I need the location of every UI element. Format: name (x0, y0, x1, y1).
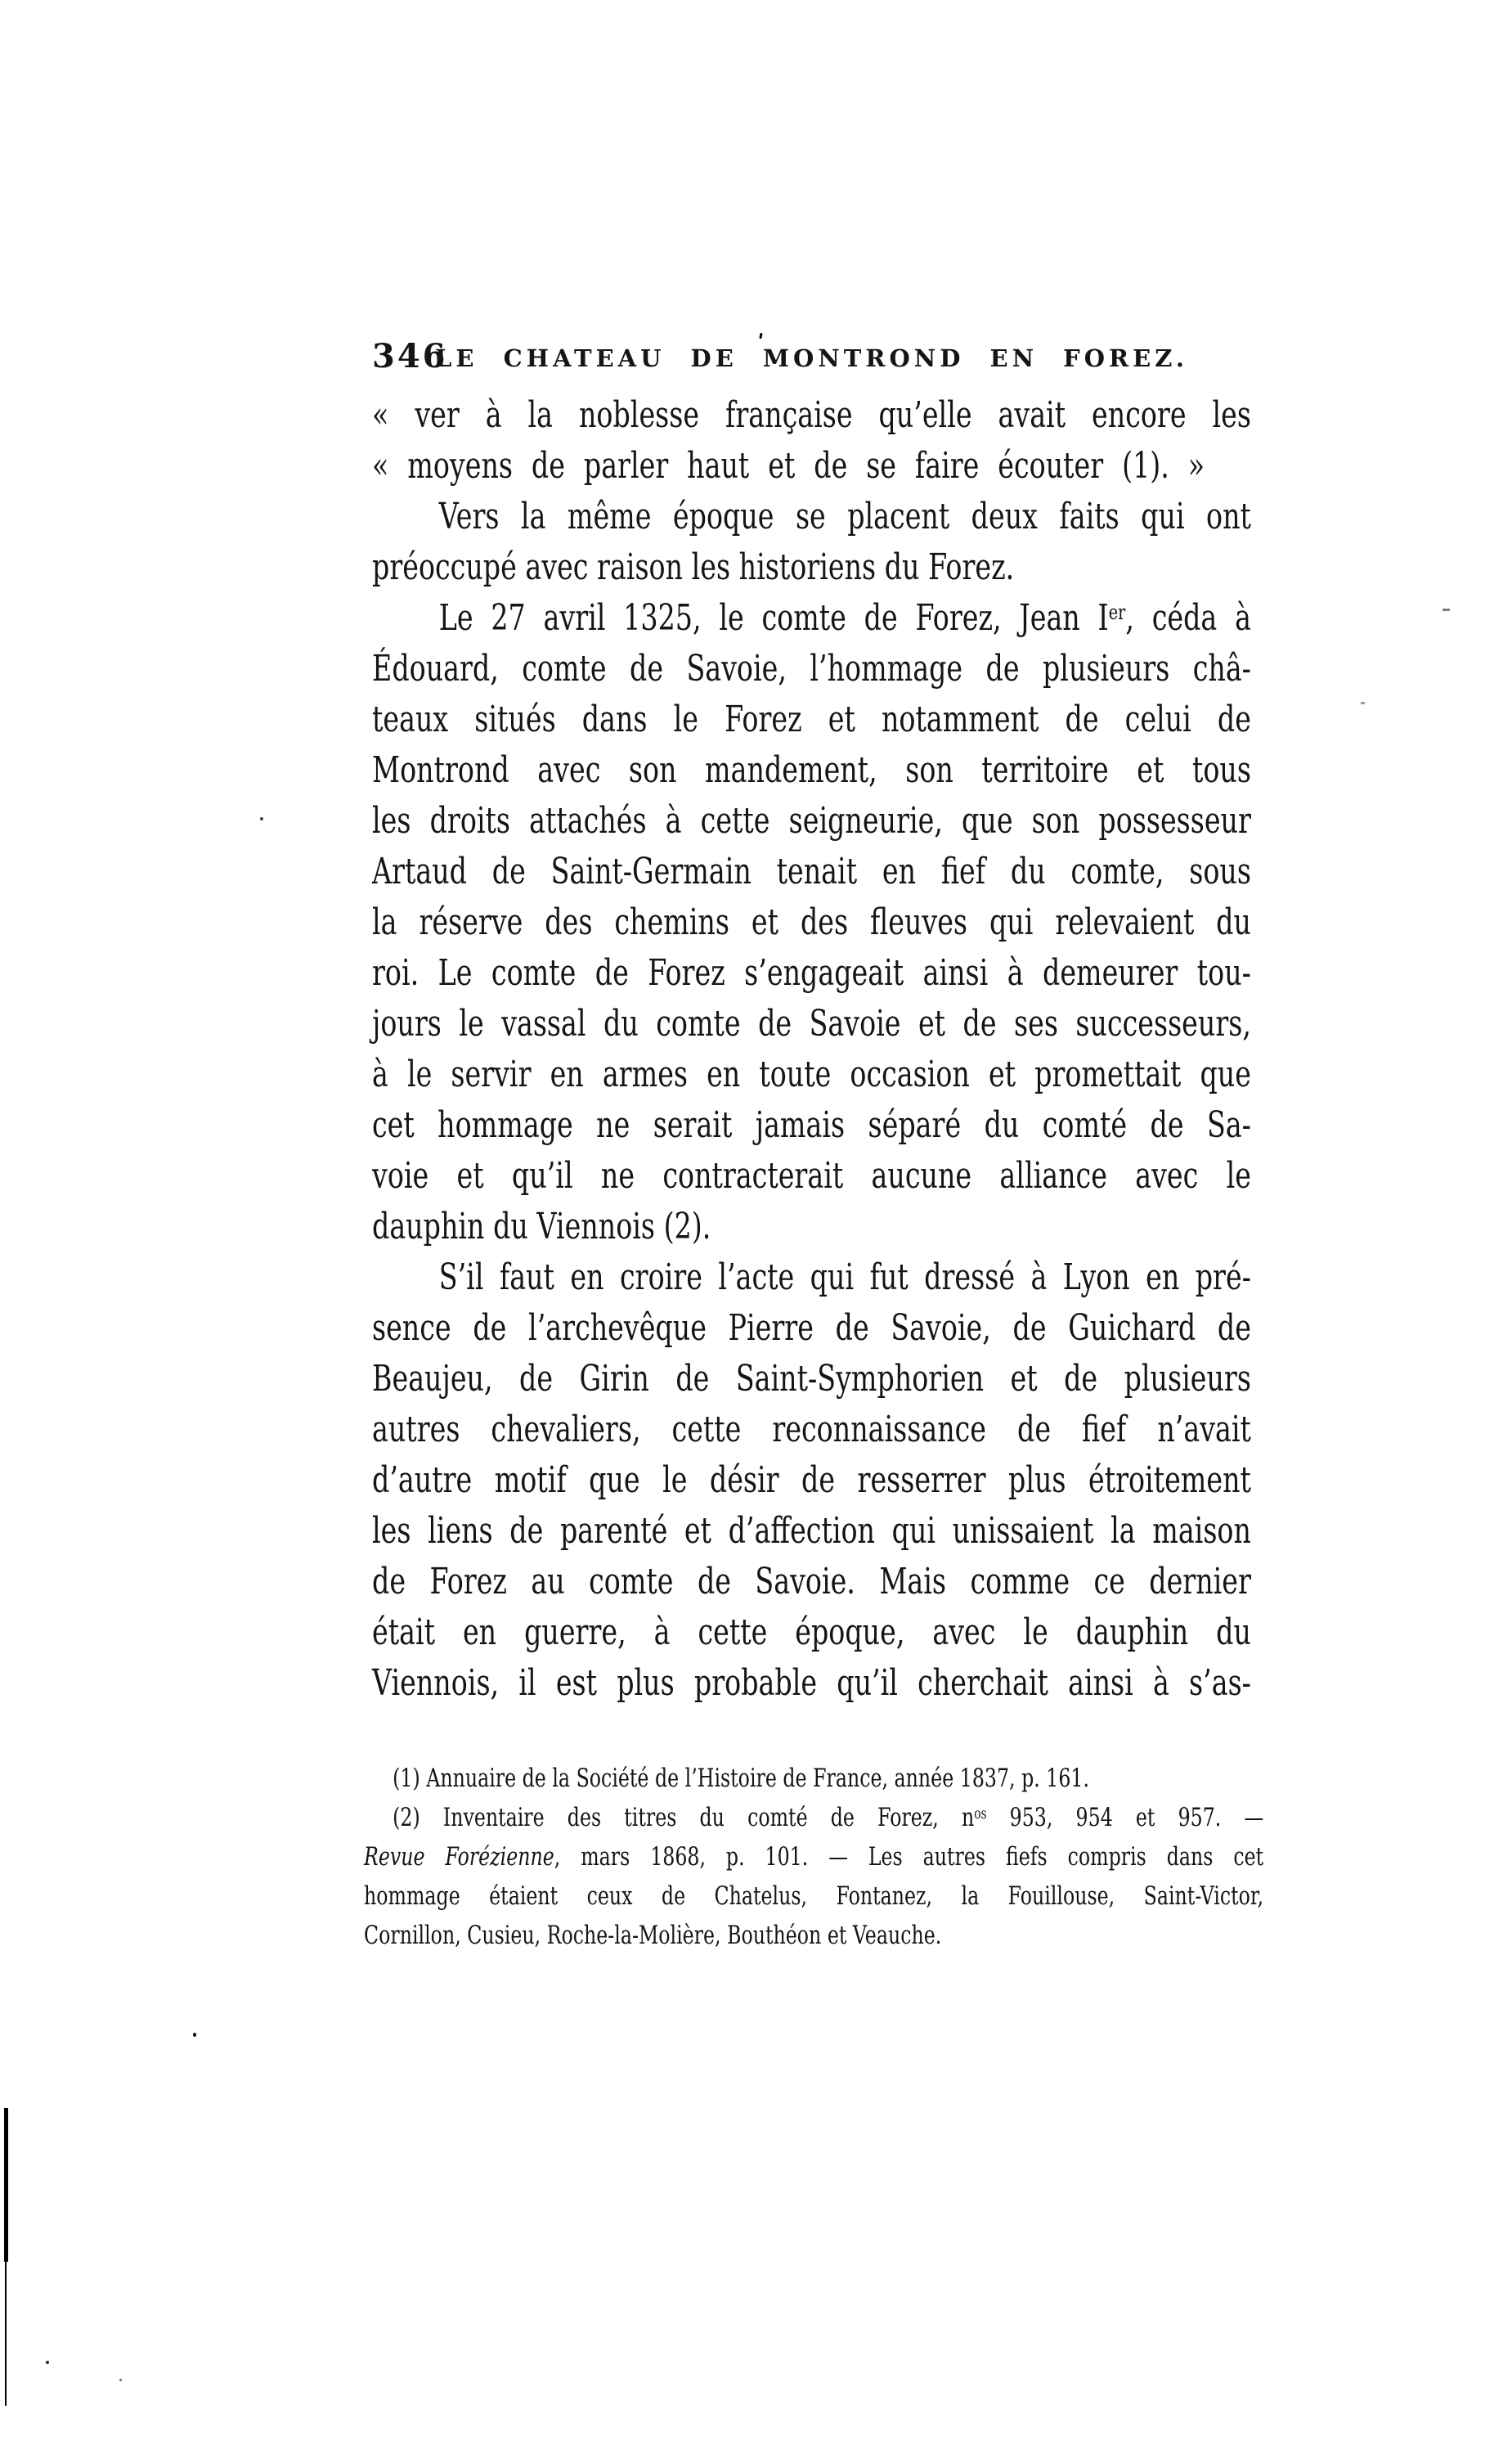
scan-artifact-vertical-line (5, 2260, 7, 2406)
text-line: cet hommage ne serait jamais séparé du comté de Sa- (372, 1104, 1251, 1146)
text-line: était en guerre, à cette époque, avec le dauphin du (372, 1611, 1251, 1653)
text-line: les droits attachés à cette seigneurie, que son possesseur (372, 800, 1251, 842)
text-line: S’il faut en croire l’acte qui fut dressé à Lyon en pré- (438, 1256, 1251, 1298)
text-line: roi. Le comte de Forez s’engageait ainsi à demeurer tou- (372, 952, 1251, 994)
text-segment: , céda à (1125, 597, 1251, 639)
running-title: LE CHATEAU DE MONTROND EN FOREZ. (435, 344, 1188, 372)
text-segment: (2) Inventaire des titres du comté de Forez, n (393, 1803, 975, 1832)
text-segment: Le 27 avril 1325, le comte de Forez, Jean I (438, 597, 1109, 639)
footnote-line (364, 1798, 1263, 1837)
text-line: sence de l’archevêque Pierre de Savoie, de Guichard de (372, 1307, 1251, 1349)
text-segment: , mars 1868, p. 101. — Les autres fiefs compris dans cet (554, 1842, 1264, 1872)
text-line: Beaujeu, de Girin de Saint-Symphorien et de plusieurs (372, 1358, 1251, 1400)
superscript-ordinal: os (974, 1805, 987, 1823)
text-line: Viennois, il est plus probable qu’il cherchait ainsi à s’as- (372, 1662, 1251, 1704)
text-line: teaux situés dans le Forez et notamment de celui de (372, 699, 1251, 740)
footnote-line: Cornillon, Cusieu, Roche-la-Molière, Bouthéon et Veauche. (364, 1921, 942, 1950)
text-line: préoccupé avec raison les historiens du Forez. (372, 546, 1015, 588)
text-line: jours le vassal du comte de Savoie et de ses successeurs, (372, 1003, 1251, 1045)
journal-title: Revue Forézienne (364, 1842, 554, 1872)
text-line: d’autre motif que le désir de resserrer plus étroitement (372, 1459, 1251, 1501)
text-line: Artaud de Saint-Germain tenait en fief du comte, sous (372, 851, 1251, 892)
footnote-block (364, 1759, 1263, 1955)
scan-artifact-speck (759, 333, 762, 339)
text-segment: 953, 954 et 957. — (986, 1803, 1264, 1832)
text-line: voie et qu’il ne contracterait aucune alliance avec le (372, 1155, 1251, 1197)
text-line: « ver à la noblesse française qu’elle avait encore les (372, 394, 1251, 436)
scan-artifact-speck (193, 2033, 196, 2037)
text-line: la réserve des chemins et des fleuves qui relevaient du (372, 901, 1251, 943)
text-line: les liens de parenté et d’affection qui unissaient la maison (372, 1510, 1251, 1552)
footnote-line: hommage étaient ceux de Chatelus, Fontanez, la Fouillouse, Saint-Victor, (364, 1881, 1264, 1911)
text-line: Montrond avec son mandement, son territoire et tous (372, 749, 1251, 791)
footnote-line: (1) Annuaire de la Société de l’Histoire de France, année 1837, p. 161. (393, 1764, 1090, 1793)
scan-artifact-speck (1442, 609, 1450, 611)
text-line: « moyens de parler haut et de se faire écouter (1). » (372, 445, 1205, 487)
text-line: autres chevaliers, cette reconnaissance de fief n’avait (372, 1409, 1251, 1450)
text-line (372, 593, 1251, 644)
scan-artifact-speck (46, 2361, 49, 2364)
scan-artifact-vertical-line (4, 2108, 8, 2262)
superscript-ordinal: er (1108, 600, 1126, 625)
text-line: dauphin du Viennois (2). (372, 1206, 711, 1247)
text-line: à le servir en armes en toute occasion et promettait que (372, 1054, 1251, 1095)
scan-artifact-speck (260, 817, 263, 820)
text-line: Vers la même époque se placent deux faits qui ont (438, 496, 1251, 537)
scan-artifact-speck (1361, 702, 1365, 704)
scan-artifact-speck (119, 2379, 122, 2381)
footnote-line (364, 1837, 1263, 1876)
page-number: 346 (372, 337, 448, 375)
text-line: de Forez au comte de Savoie. Mais comme ce dernier (372, 1561, 1251, 1602)
body-text (372, 390, 1251, 1709)
text-line: Édouard, comte de Savoie, l’hommage de plusieurs châ- (372, 648, 1251, 690)
